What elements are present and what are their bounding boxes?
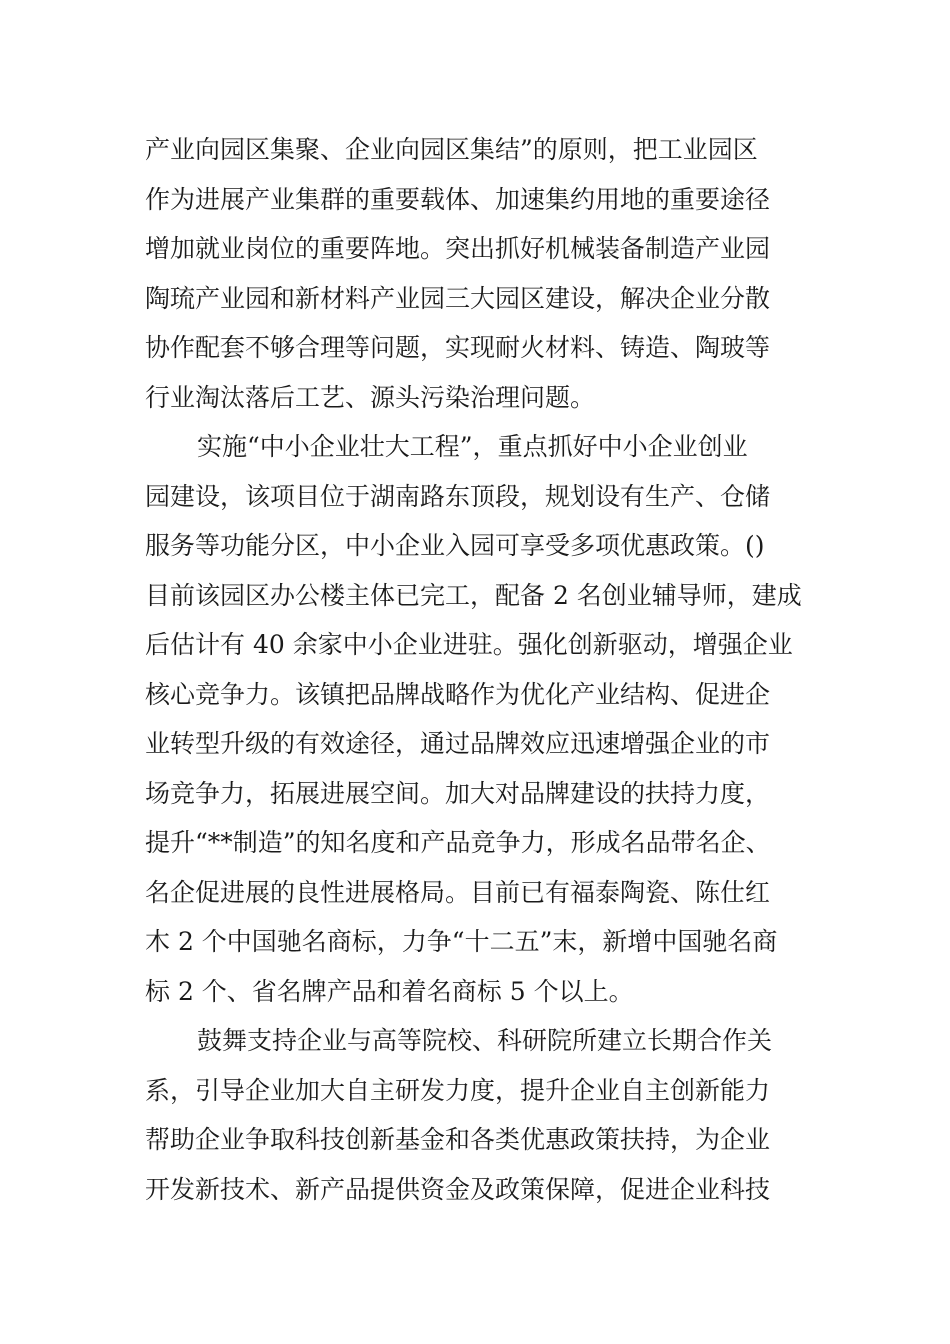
document-body [145,125,825,1214]
text-line: 场竞争力，拓展进展空间。加大对品牌建设的扶持力度， [145,778,771,808]
paragraph-2 [145,422,825,1016]
text-line: 名企促进展的良性进展格局。目前已有福泰陶瓷、陈仕红 [145,877,771,907]
text-line: 提升“**制造”的知名度和产品竞争力，形成名品带名企、 [145,828,771,857]
text-line: 协作配套不够合理等问题，实现耐火材料、铸造、陶玻等 [145,333,771,362]
text-line: 后估计有 40 余家中小企业进驻。强化创新驱动，增强企业 [145,630,793,659]
text-line: 目前该园区办公楼主体已完工，配备 2 名创业辅导师，建成 [145,580,802,610]
text-line: 系，引导企业加大自主研发力度，提升企业自主创新能力 [145,1075,771,1105]
text-line: 实施“中小企业壮大工程”，重点抓好中小企业创业 [197,432,748,461]
text-line: 标 2 个、省名牌产品和着名商标 5 个以上。 [145,976,634,1006]
text-line: 核心竞争力。该镇把品牌战略作为优化产业结构、促进企 [145,679,771,709]
text-line: 行业淘汰落后工艺、源头污染治理问题。 [145,382,596,412]
text-line: 增加就业岗位的重要阵地。突出抓好机械装备制造产业园 [145,234,771,263]
paragraph-3 [145,1016,825,1214]
text-line: 产业向园区集聚、企业向园区集结”的原则，把工业园区 [145,135,758,164]
text-line: 园建设，该项目位于湖南路东顶段，规划设有生产、仓储 [145,481,771,511]
text-line: 业转型升级的有效途径，通过品牌效应迅速增强企业的市 [145,729,771,758]
text-line: 作为进展产业集群的重要载体、加速集约用地的重要途径 [145,184,771,214]
text-line: 服务等功能分区，中小企业入园可享受多项优惠政策。() [145,531,765,560]
text-line: 帮助企业争取科技创新基金和各类优惠政策扶持，为企业 [145,1125,771,1154]
text-line: 开发新技术、新产品提供资金及政策保障，促进企业科技 [145,1174,771,1204]
paragraph-1 [145,125,825,422]
text-line: 陶琉产业园和新材料产业园三大园区建设，解决企业分散 [145,283,771,313]
text-line: 鼓舞支持企业与高等院校、科研院所建立长期合作关 [197,1026,773,1055]
text-line: 木 2 个中国驰名商标，力争“十二五”末，新增中国驰名商 [145,927,778,956]
